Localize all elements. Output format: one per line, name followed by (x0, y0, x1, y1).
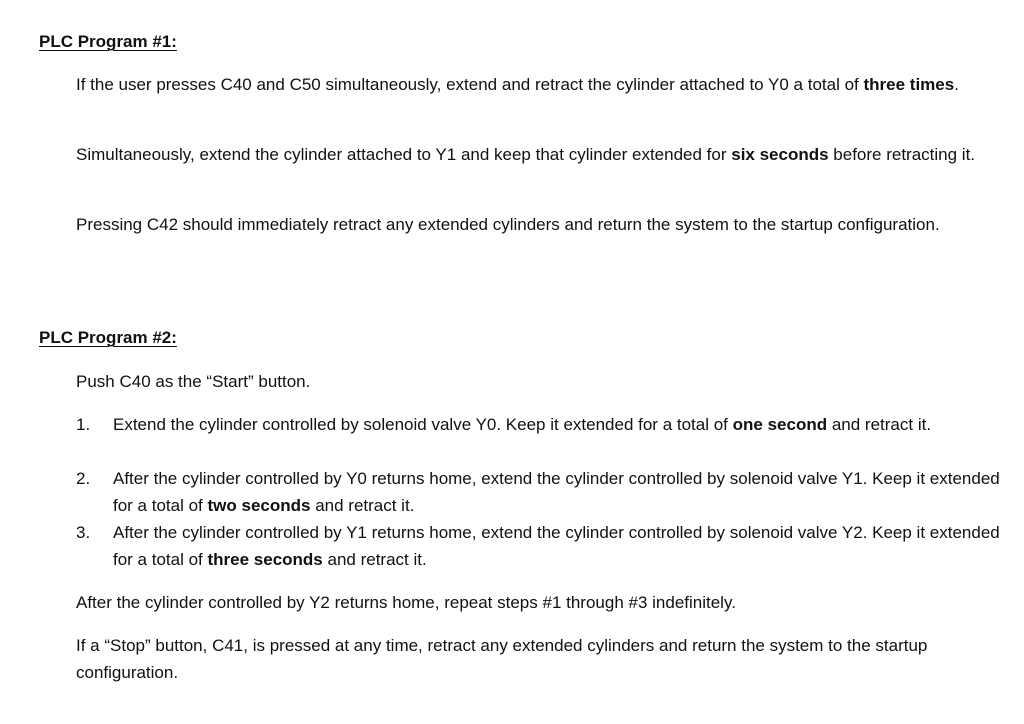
step-text-post: and retract it. (322, 550, 427, 569)
program-1-paragraph-2 (76, 141, 1001, 168)
program-1-p2-text: Simultaneously, extend the cylinder attached to Y1 and keep that cylinder extended for (76, 145, 732, 164)
program-2-intro: Push C40 as the “Start” button. (76, 372, 311, 391)
step-text-pre: Extend the cylinder controlled by solenoid valve Y0. Keep it extended for a total of (113, 415, 733, 434)
step-number: 3. (76, 523, 91, 542)
program-2-repeat: After the cylinder controlled by Y2 returns home, repeat steps #1 through #3 indefinitely. (76, 593, 736, 612)
program-2-heading: PLC Program #2: (39, 328, 177, 347)
program-1-p2-emphasis: six seconds (731, 145, 829, 164)
step-text-pre: After the cylinder controlled by Y1 returns home, extend the cylinder controlled by solenoid valve Y2. Keep it extended for a total of (113, 523, 1000, 569)
program-1-paragraph-1 (76, 71, 1001, 98)
step-text-pre: After the cylinder controlled by Y0 returns home, extend the cylinder controlled by solenoid valve Y1. Keep it extended for a total of (113, 469, 1000, 515)
step-emphasis: one second (732, 415, 828, 434)
step-text (113, 519, 1001, 573)
program-1-paragraph-3: Pressing C42 should immediately retract any extended cylinders and return the system to the startup configuration. (76, 215, 940, 234)
step-text (113, 465, 1001, 519)
step-text-post: and retract it. (827, 415, 932, 434)
step-emphasis: three seconds (207, 550, 323, 569)
program-1-p1-emphasis: three times (863, 75, 955, 94)
program-1-heading: PLC Program #1: (39, 32, 177, 51)
step-number: 2. (76, 469, 91, 488)
program-1-p2-end: before retracting it. (828, 145, 976, 164)
program-1-p1-text: If the user presses C40 and C50 simultaneously, extend and retract the cylinder attached to Y0 a total of (76, 75, 864, 94)
step-emphasis: two seconds (207, 496, 311, 515)
step-number: 1. (76, 415, 91, 434)
step-text-post: and retract it. (310, 496, 415, 515)
program-2-stop: If a “Stop” button, C41, is pressed at any time, retract any extended cylinders and return the system to the startup configuration. (76, 636, 928, 682)
step-text (113, 411, 1001, 438)
program-1-p1-end: . (954, 75, 959, 94)
